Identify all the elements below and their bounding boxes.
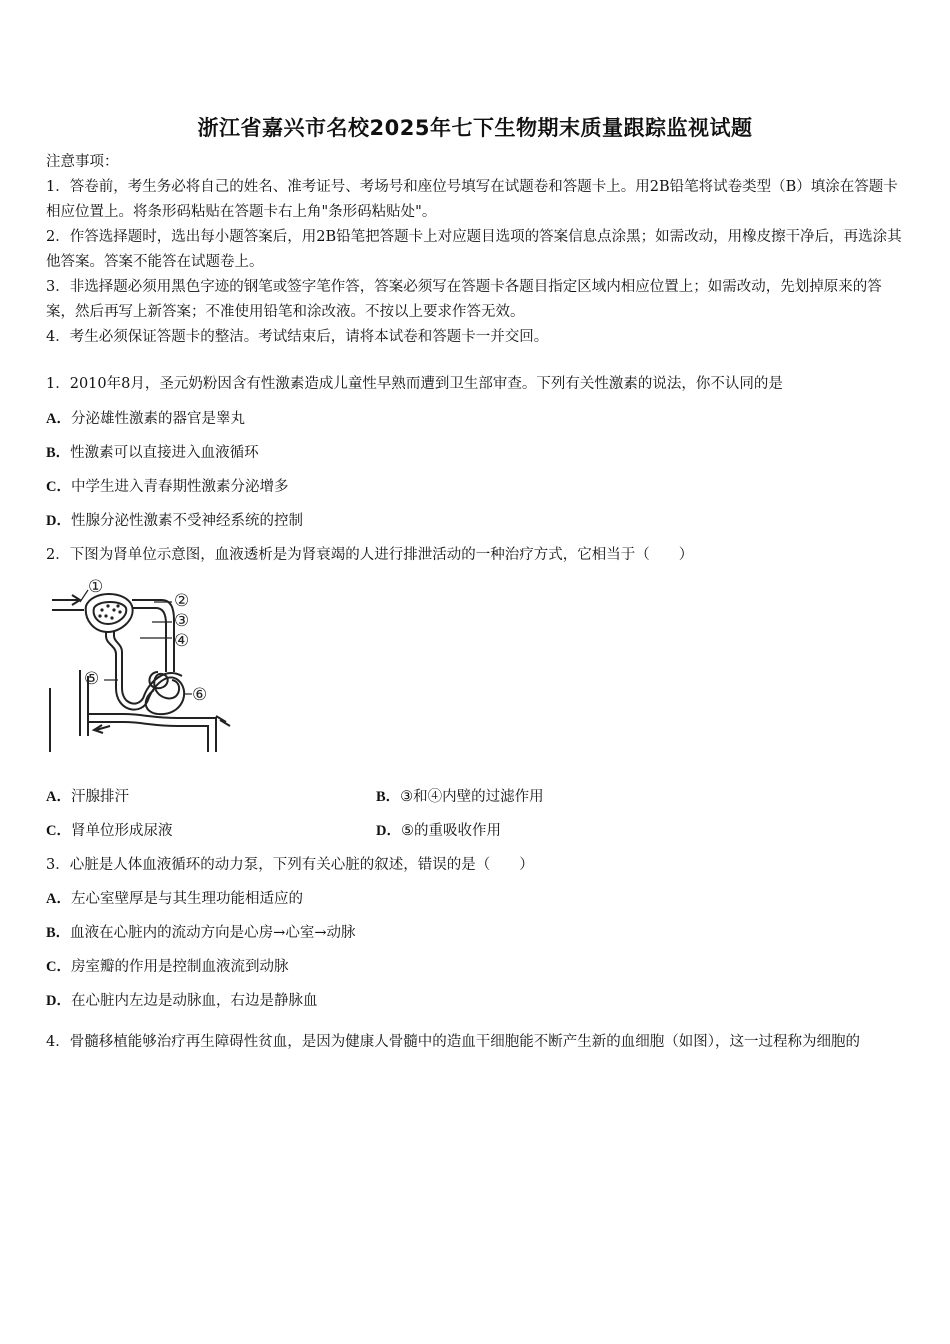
label-1: ① (88, 577, 104, 597)
q3-option-c (46, 955, 288, 980)
option-text: 房室瓣的作用是控制血液流到动脉 (70, 959, 289, 975)
option-text: ⑤的重吸收作用 (400, 823, 501, 839)
option-letter: C． (46, 479, 71, 495)
nephron-diagram (44, 576, 234, 762)
label-6: ⑥ (192, 685, 208, 705)
nephron-svg (44, 576, 234, 762)
note-item: 2．作答选择题时，选出每小题答案后，用2B铅笔把答题卡上对应题目选项的答案信息点涂黑；如需改动，用橡皮擦干净后，再选涂其他答案。答案不能答在试题卷上。 (46, 229, 902, 270)
question-stem: 3．心脏是人体血液循环的动力泵，下列有关心脏的叙述，错误的是（ ） (46, 857, 534, 873)
question-3-stem (46, 853, 906, 878)
notes-heading: 注意事项： (46, 154, 119, 170)
notes-section (46, 150, 906, 350)
capillary-network (149, 672, 179, 699)
label-2: ② (174, 591, 190, 611)
option-text: 血液在心脏内的流动方向是心房→心室→动脉 (70, 925, 356, 941)
label-5: ⑤ (84, 669, 100, 689)
question-2-stem (46, 543, 906, 568)
option-letter: A． (46, 789, 71, 805)
efferent-vessel (132, 600, 174, 672)
option-letter: A． (46, 891, 71, 907)
q3-option-d (46, 989, 317, 1014)
question-4-stem (46, 1024, 906, 1060)
note-item: 1．答卷前，考生务必将自己的姓名、准考证号、考场号和座位号填写在试题卷和答题卡上。用2B铅笔将试卷类型（B）填涂在答题卡相应位置上。将条形码粘贴在答题卡右上角"条形码粘贴处"。 (46, 179, 898, 220)
option-letter: D． (376, 823, 401, 839)
option-letter: D． (46, 993, 71, 1009)
page-title: 浙江省嘉兴市名校2025年七下生物期末质量跟踪监视试题 (197, 116, 753, 140)
option-letter: B． (46, 925, 71, 941)
q3-option-b (46, 921, 355, 946)
option-text: 汗腺排汗 (70, 789, 129, 805)
question-stem: 4．骨髓移植能够治疗再生障碍性贫血，是因为健康人骨髓中的造血干细胞能不断产生新的血细胞（如图），这一过程称为细胞的 (46, 1034, 860, 1050)
q3-option-a (46, 887, 303, 912)
label-3: ③ (174, 611, 190, 631)
note-item: 4．考生必须保证答题卡的整洁。考试结束后，请将本试卷和答题卡一并交回。 (46, 329, 549, 345)
question-stem: 2．下图为肾单位示意图，血液透析是为肾衰竭的人进行排泄活动的一种治疗方式，它相当于（ ） (46, 547, 694, 563)
option-letter: B． (376, 789, 401, 805)
q1-option-c (46, 475, 288, 500)
option-text: 性激素可以直接进入血液循环 (70, 445, 259, 461)
option-text: 分泌雄性激素的器官是睾丸 (70, 411, 245, 427)
q2-option-b (376, 785, 544, 810)
q2-option-d (376, 819, 501, 844)
q1-option-d (46, 509, 303, 534)
label-4: ④ (174, 631, 190, 651)
question-1-stem (46, 372, 906, 397)
note-item: 3．非选择题必须用黑色字迹的钢笔或签字笔作答，答案必须写在答题卡各题目指定区域内相应位置上；如需改动，先划掉原来的答案，然后再写上新答案；不准使用铅笔和涂改液。不按以上要求作答无效。 (46, 279, 882, 320)
q2-option-a (46, 785, 129, 810)
option-letter: C． (46, 823, 71, 839)
q2-option-c (46, 819, 172, 844)
option-text: 中学生进入青春期性激素分泌增多 (70, 479, 289, 495)
option-text: 左心室壁厚是与其生理功能相适应的 (70, 891, 303, 907)
option-letter: C． (46, 959, 71, 975)
option-letter: D． (46, 513, 71, 529)
question-stem: 1．2010年8月，圣元奶粉因含有性激素造成儿童性早熟而遭到卫生部审查。下列有关性激素的说法，你不认同的是 (46, 376, 783, 392)
option-text: 在心脏内左边是动脉血，右边是静脉血 (70, 993, 318, 1009)
q1-option-a (46, 407, 245, 432)
option-text: 性腺分泌性激素不受神经系统的控制 (70, 513, 303, 529)
glomerulus-dots (98, 604, 121, 619)
option-text: ③和④内壁的过滤作用 (400, 789, 544, 805)
option-text: 肾单位形成尿液 (70, 823, 173, 839)
q1-option-b (46, 441, 259, 466)
option-letter: A． (46, 411, 71, 427)
option-letter: B． (46, 445, 71, 461)
